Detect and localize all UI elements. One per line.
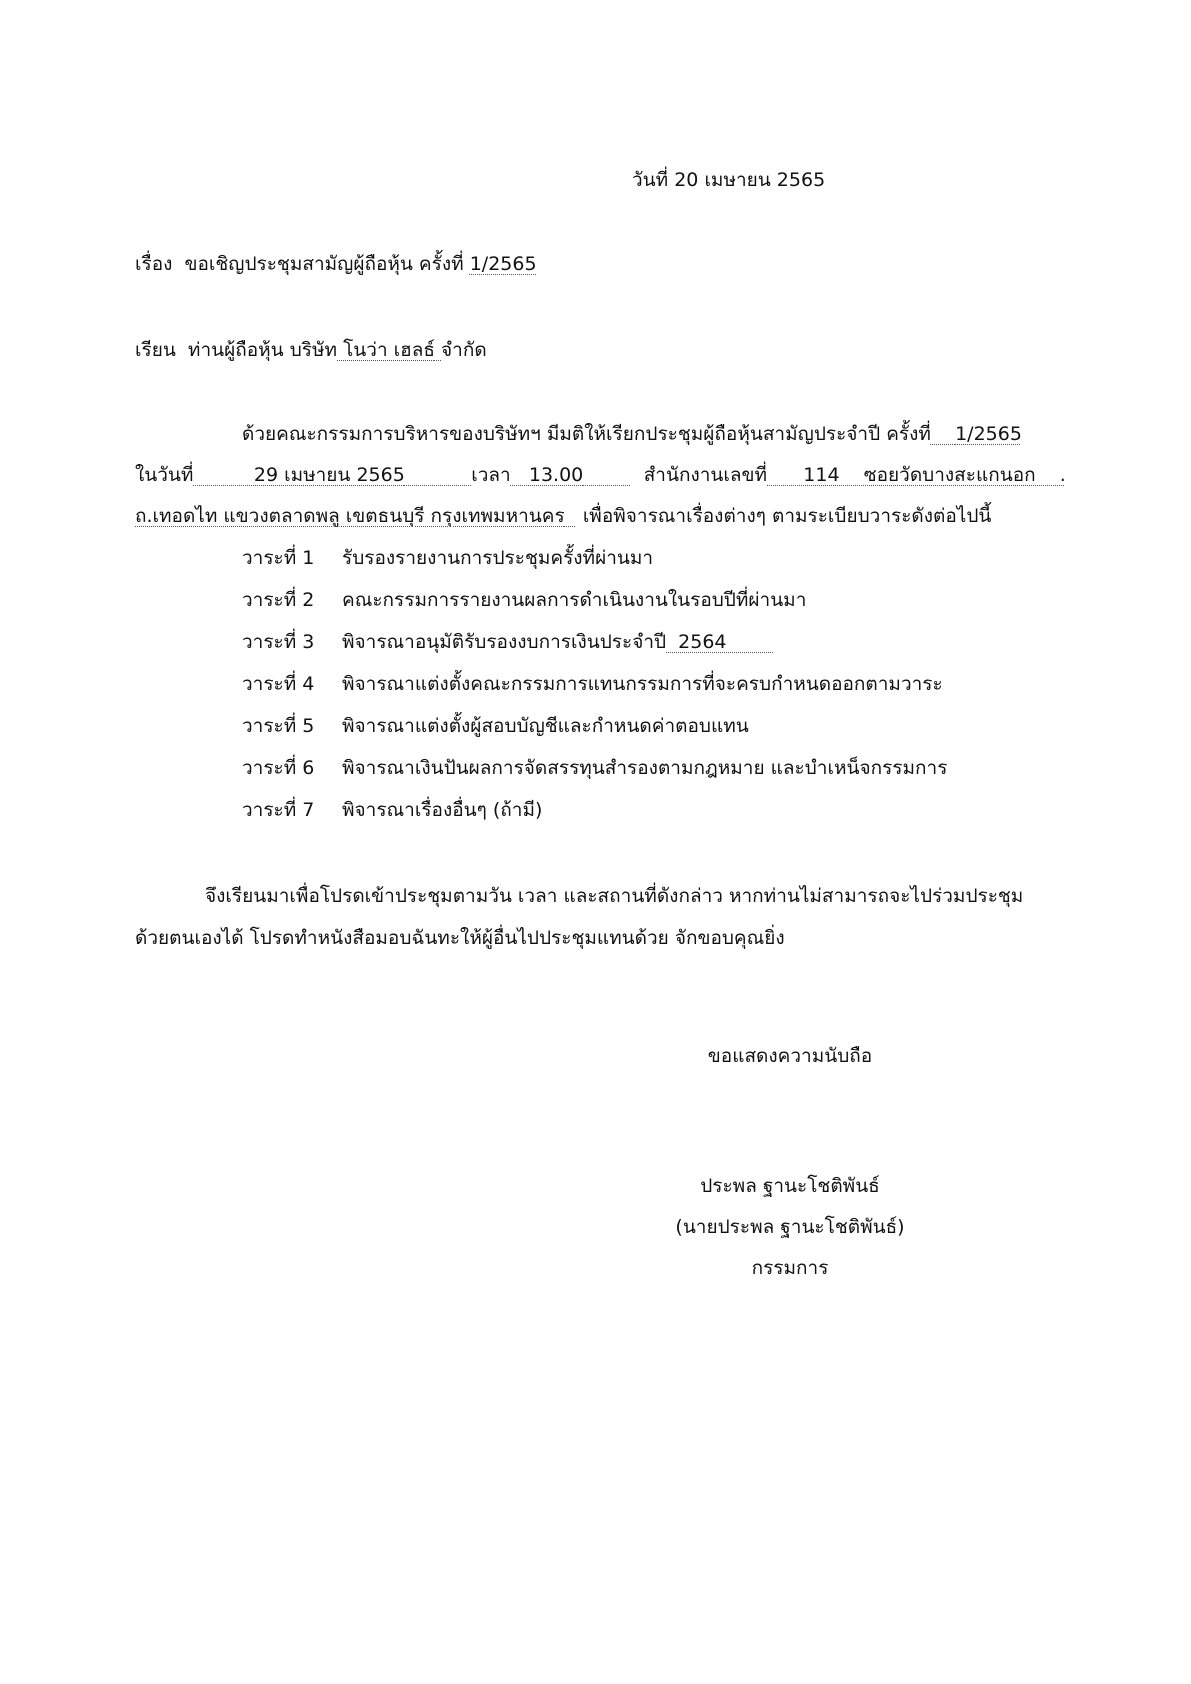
subject-text: ขอเชิญประชุมสามัญผู้ถือหุ้น ครั้งที่: [184, 253, 464, 275]
time-label: เวลา: [471, 464, 511, 486]
agenda-item-2: วาระที่ 2 คณะกรรมการรายงานผลการดำเนินงานในรอบปีที่ผ่านมา: [242, 589, 807, 611]
subject-label: เรื่อง: [135, 253, 173, 275]
body-meeting-no: 1/2565: [955, 423, 1022, 445]
recipient-label: เรียน: [135, 339, 176, 361]
financial-year: 2564: [678, 631, 727, 653]
agenda-item-1: วาระที่ 1 รับรองรายงานการประชุมครั้งที่ผ่านมา: [242, 547, 654, 569]
body-intro: ด้วยคณะกรรมการบริหารของบริษัทฯ มีมติให้เรียกประชุมผู้ถือหุ้นสามัญประจำปี ครั้งที่: [242, 423, 931, 445]
meeting-time: 13.00: [528, 464, 584, 486]
company-suffix: จำกัด: [441, 339, 487, 361]
address: ถ.เทอดไท แขวงตลาดพลู เขตธนบุรี กรุงเทพมหานคร: [135, 505, 565, 527]
agenda-item-4: วาระที่ 4 พิจารณาแต่งตั้งคณะกรรมการแทนกรรมการที่จะครบกำหนดออกตามวาระ: [242, 673, 943, 695]
body-line-1: [242, 425, 1022, 444]
signer-name: ประพล ฐานะโชติพันธ์: [700, 1175, 880, 1197]
closing-line-2: ด้วยตนเองได้ โปรดทำหนังสือมอบฉันทะให้ผู้อื่นไปประชุมแทนด้วย จักขอบคุณยิ่ง: [135, 927, 785, 949]
agenda-item-6: วาระที่ 6 พิจารณาเงินปันผลการจัดสรรทุนสำรองตามกฎหมาย และบำเหน็จกรรมการ: [242, 757, 948, 779]
agenda-item-3: วาระที่ 3 พิจารณาอนุมัติรับรองงบการเงินประจำปี 2564: [242, 633, 775, 652]
regards: ขอแสดงความนับถือ: [707, 1045, 873, 1067]
meeting-date: 29 เมษายน 2565: [253, 464, 405, 486]
agenda-item-5: วาระที่ 5 พิจารณาแต่งตั้งผู้สอบบัญชีและกำหนดค่าตอบแทน: [242, 715, 749, 737]
letter-date: วันที่ 20 เมษายน 2565: [632, 169, 826, 191]
subject-line: [135, 255, 537, 274]
signer-full-name: (นายประพล ฐานะโชติพันธ์): [675, 1216, 905, 1238]
company-name: โนว่า เฮลธ์: [343, 339, 435, 361]
signer-position: กรรมการ: [751, 1257, 829, 1279]
body-line-3: [135, 507, 991, 526]
date-label: ในวันที่: [135, 464, 194, 486]
agenda-intro: เพื่อพิจารณาเรื่องต่างๆ ตามระเบียบวาระดังต่อไปนี้: [582, 505, 992, 527]
recipient-text: ท่านผู้ถือหุ้น บริษัท: [187, 339, 338, 361]
closing-line-1: จึงเรียนมาเพื่อโปรดเข้าประชุมตามวัน เวลา และสถานที่ดังกล่าว หากท่านไม่สามารถจะไปร่วมประชุม: [205, 885, 1024, 907]
office-number: 114 ซอยวัดบางสะแกนอก .: [803, 464, 1066, 486]
body-line-2: [135, 466, 1066, 485]
office-label: สำนักงานเลขที่: [643, 464, 768, 486]
recipient-line: [135, 341, 487, 360]
subject-meeting-no: 1/2565: [469, 253, 537, 275]
agenda-item-7: วาระที่ 7 พิจารณาเรื่องอื่นๆ (ถ้ามี): [242, 799, 543, 821]
